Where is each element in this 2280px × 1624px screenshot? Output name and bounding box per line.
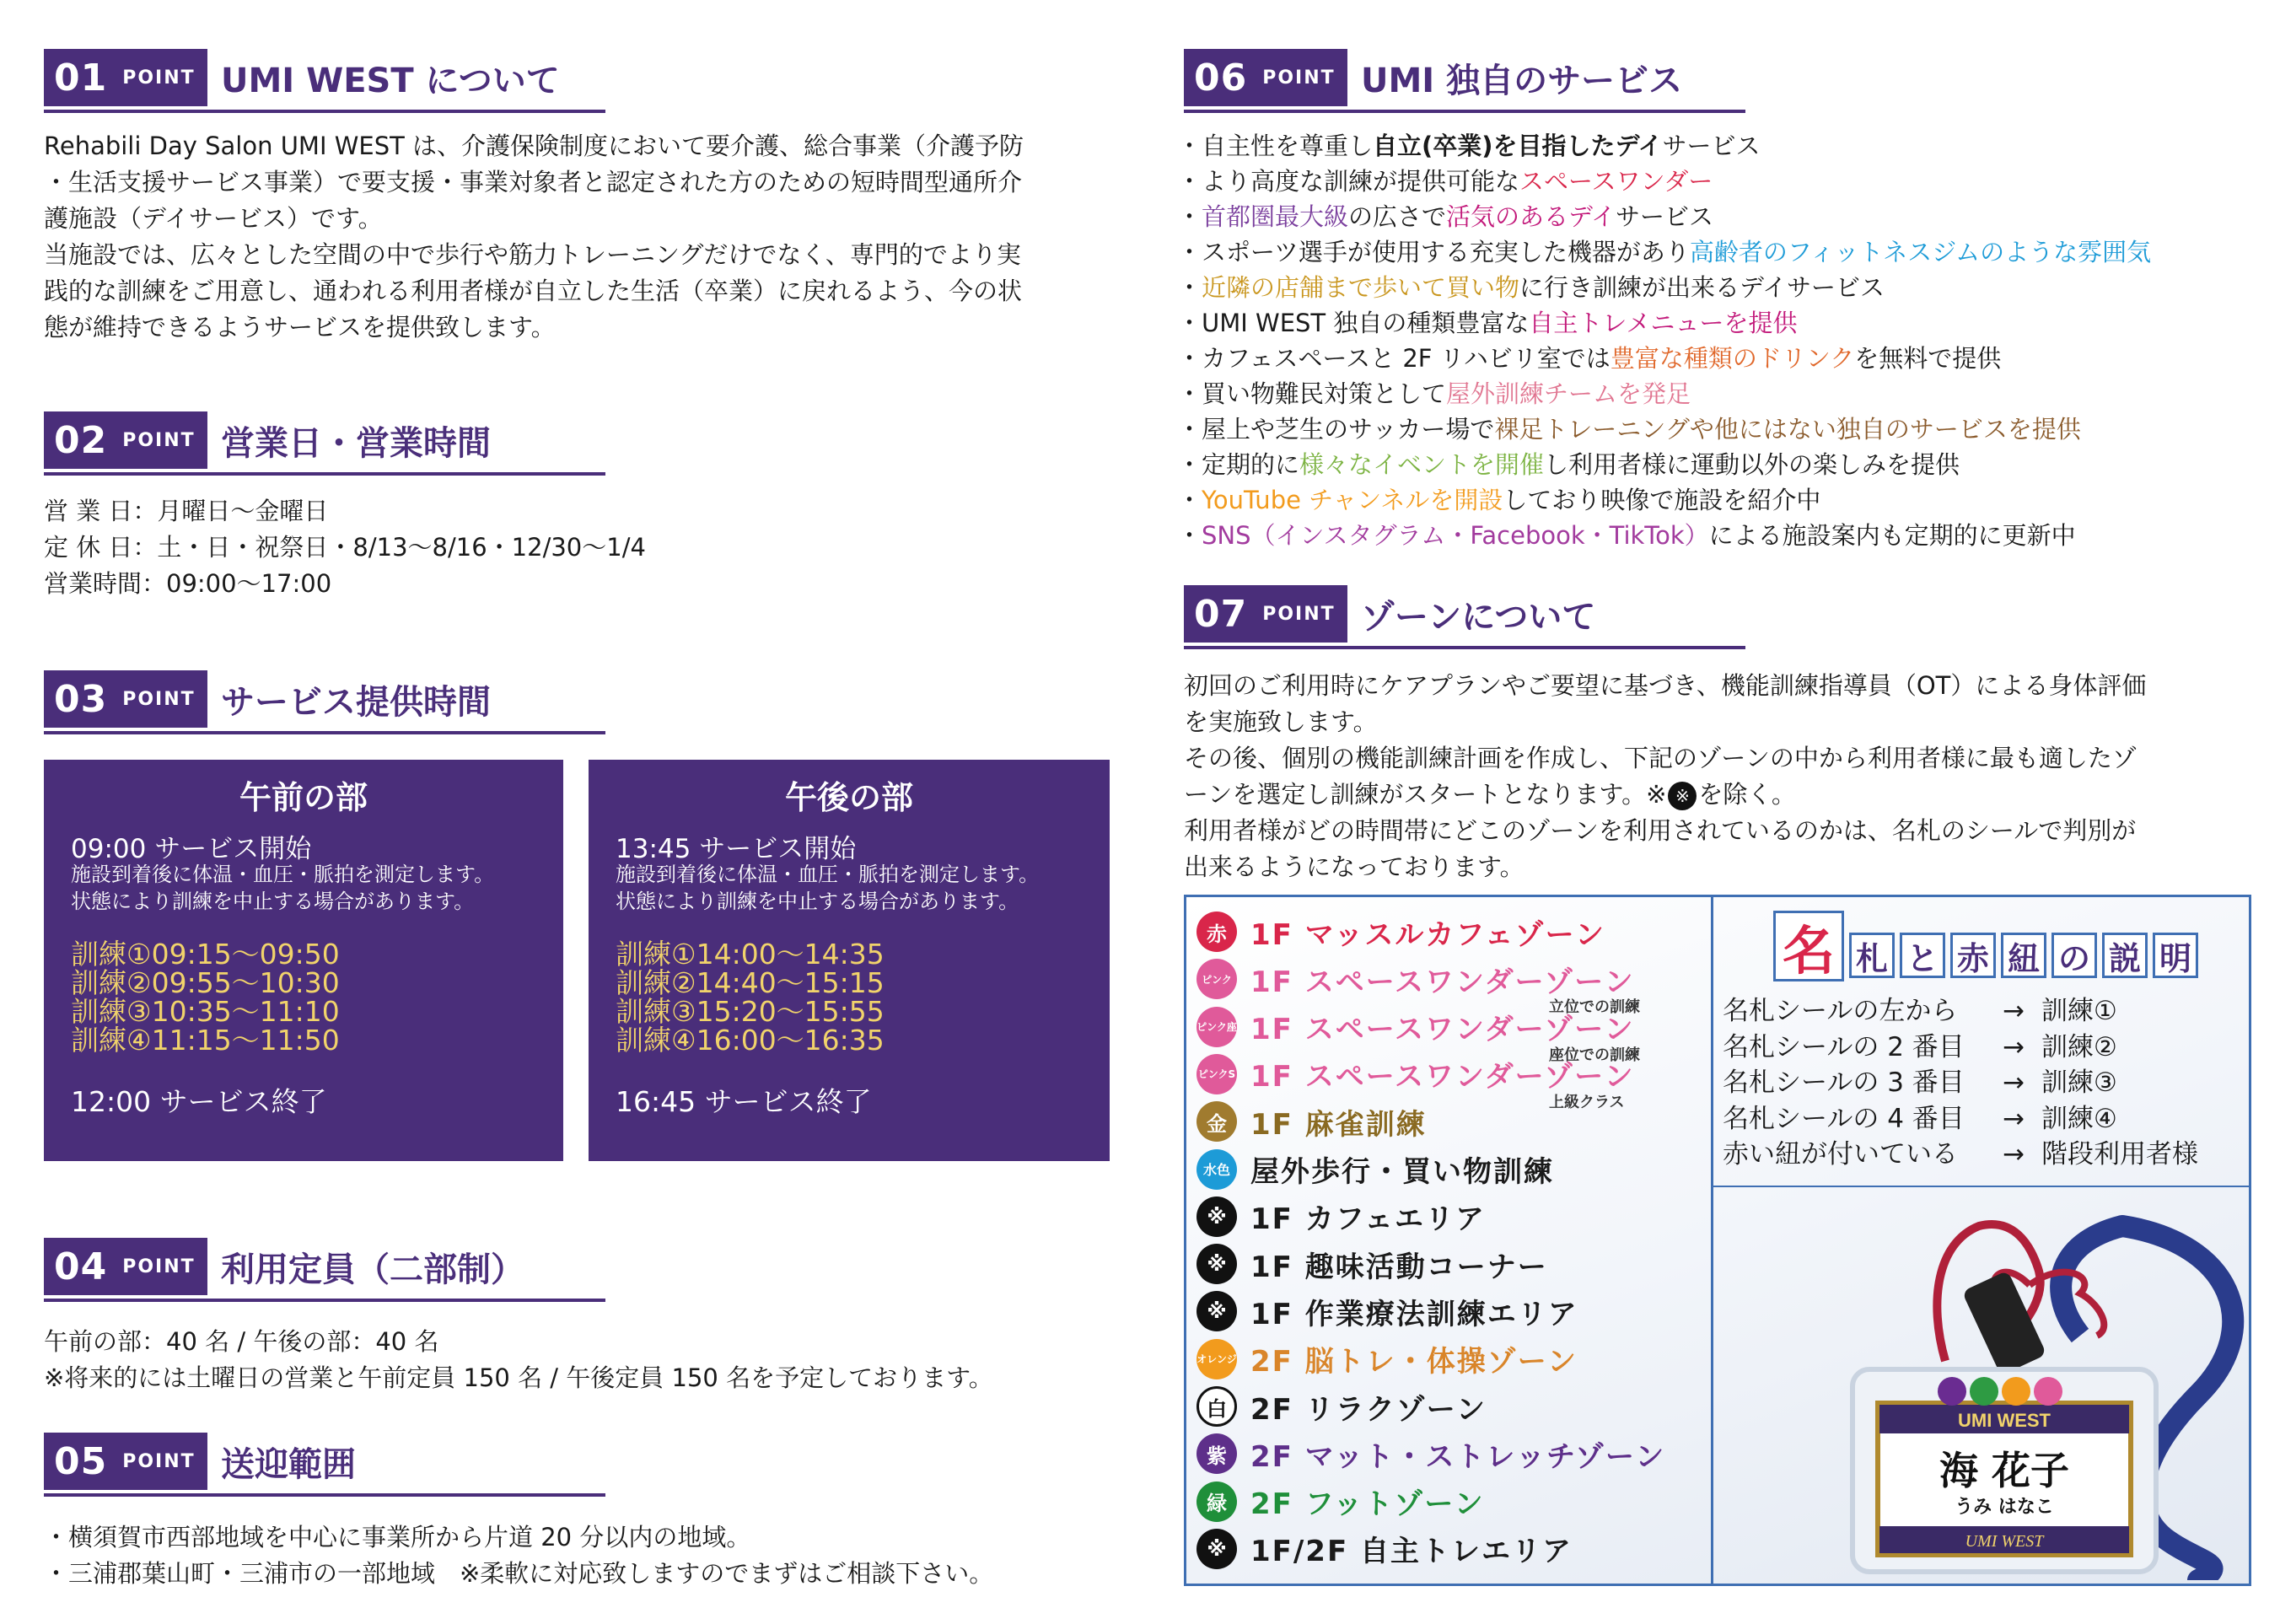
legend-value: 訓練④ — [2041, 1103, 2117, 1134]
legend-arrow: → — [2003, 1103, 2025, 1134]
zone-item — [1196, 1528, 1573, 1570]
sticker-3 — [2002, 1377, 2030, 1406]
panel-divider — [1711, 897, 1713, 1584]
section-07-header — [1184, 580, 1745, 649]
box-title: 午前の部 — [239, 779, 368, 816]
service-list-item: ・カフェスペースと 2F リハビリ室では豊富な種類のドリンクを無料で提供 — [1177, 344, 2002, 373]
zone-label: 2F マット・ストレッチゾーン — [1250, 1439, 1666, 1474]
unique-services-list — [1177, 128, 2151, 553]
title-char: 札 — [1849, 933, 1895, 978]
section-05-body: ・横須賀市西部地域を中心に事業所から片道 20 分以内の地域。 ・三浦郡葉山町・三浦市の一部地域 ※柔軟に対応致しますのでまずはご相談下さい。 — [44, 1523, 994, 1588]
zone-label: 1F スペースワンダーゾーン — [1250, 965, 1635, 999]
service-list-item: ・スポーツ選手が使用する充実した機器があり高齢者のフィットネスジムのような雰囲気 — [1177, 238, 2152, 266]
title-char: 説 — [2102, 933, 2148, 978]
training-times: 訓練①09:15〜09:50 訓練②09:55〜10:30 訓練③10:35〜11:10 訓練④11:15〜11:50 — [71, 938, 340, 1057]
service-list-item: ・近隣の店舗まで歩いて買い物に行き訓練が出来るデイサービス — [1177, 273, 1885, 302]
service-list-item: ・定期的に様々なイベントを開催し利用者様に運動以外の楽しみを提供 — [1177, 450, 1960, 479]
zone-item — [1196, 958, 1635, 1000]
zone-color-dot: 金 — [1196, 1101, 1237, 1142]
section-badge: 05 POINT — [44, 1433, 207, 1490]
zone-color-dot: ※ — [1196, 1196, 1237, 1237]
card-brand: UMI WEST — [1958, 1410, 2051, 1431]
legend-key: 赤い紐が付いている — [1723, 1139, 1958, 1170]
zone-label: 2F リラクゾーン — [1250, 1392, 1487, 1427]
section-title: UMI 独自のサービス — [1361, 62, 1683, 100]
title-char: と — [1900, 933, 1945, 978]
service-list-item: ・より高度な訓練が提供可能なスペースワンダー — [1177, 167, 1713, 196]
service-list-item: ・買い物難民対策として屋外訓練チームを発足 — [1177, 379, 1691, 408]
section-05-header — [44, 1428, 605, 1497]
legend-arrow: → — [2003, 996, 2025, 1026]
zone-label: 1F スペースワンダーゾーン — [1250, 1013, 1635, 1047]
zone-sublabel: 上級クラス — [1549, 1093, 1625, 1111]
section-badge: 07 POINT — [1184, 585, 1347, 643]
sticker-4 — [2034, 1377, 2062, 1406]
section-03-header — [44, 665, 605, 734]
section-04-header — [44, 1233, 605, 1302]
section-badge: 02 POINT — [44, 411, 207, 469]
zone-label: 1F 趣味活動コーナー — [1250, 1250, 1548, 1284]
name-tag-illustration — [1726, 1192, 2249, 1580]
zone-color-dot: ピンクS — [1196, 1054, 1237, 1094]
section-badge: 03 POINT — [44, 670, 207, 728]
service-start: 09:00 サービス開始 — [71, 834, 312, 864]
zone-label: 1F/2F 自主トレエリア — [1250, 1535, 1573, 1569]
zone-item — [1196, 1053, 1635, 1095]
note: 状態により訓練を中止する場合があります。 — [71, 890, 475, 913]
section-title: UMI WEST について — [221, 62, 560, 100]
zone-label: 屋外歩行・買い物訓練 — [1250, 1155, 1554, 1189]
card-kana: うみ はなこ — [1955, 1497, 2054, 1518]
zone-color-dot: 緑 — [1196, 1481, 1237, 1522]
legend-value: 訓練③ — [2041, 1067, 2117, 1098]
training-times: 訓練①14:00〜14:35 訓練②14:40〜15:15 訓練③15:20〜15:55 訓練④16:00〜16:35 — [616, 938, 885, 1057]
lanyard-clip — [1962, 1270, 2047, 1375]
zone-item — [1196, 1006, 1635, 1048]
section-title: 営業日・営業時間 — [221, 424, 491, 463]
legend-key: 名札シールの 3 番目 — [1723, 1067, 1965, 1098]
panel-divider — [1713, 1186, 2249, 1187]
lanyard-strap — [2061, 1226, 2122, 1336]
legend-arrow: → — [2003, 1031, 2025, 1062]
service-list-item: ・自主性を尊重し自立(卒業)を目指したデイサービス — [1177, 132, 1761, 160]
legend-key: 名札シールの左から — [1723, 996, 1958, 1026]
legend-key: 名札シールの 4 番目 — [1723, 1103, 1965, 1134]
service-start: 13:45 サービス開始 — [616, 834, 857, 864]
service-end: 12:00 サービス終了 — [71, 1085, 327, 1118]
legend-arrow: → — [2003, 1067, 2025, 1098]
service-end: 16:45 サービス終了 — [616, 1085, 872, 1118]
zone-item — [1196, 1481, 1485, 1523]
service-list-item: ・UMI WEST 独自の種類豊富な自主トレメニューを提供 — [1177, 309, 1798, 337]
service-list-item: ・首都圏最大級の広さで活気のあるデイサービス — [1177, 202, 1714, 231]
section-07-body: 初回のご利用時にケアプランやご要望に基づき、機能訓練指導員（OT）による身体評価 を実施致します。 その後、個別の機能訓練計画を作成し、下記のゾーンの中から利用者様に最も適したゾ ーンを選定し訓練がスタートとなります。※ ※ を除く。 利用者様がどの時間帯にどこのゾーンを利用されているのかは、名札のシールで判別が 出来るようになっております。 — [1184, 671, 2147, 881]
zone-color-dot: 水色 — [1196, 1149, 1237, 1190]
section-04-body: 午前の部：40 名 / 午後の部：40 名 ※将来的には土曜日の営業と午前定員 150 名 / 午後定員 150 名を予定しております。 — [44, 1327, 993, 1392]
zone-label: 1F マッスルカフェゾーン — [1250, 917, 1605, 952]
title-char: 明 — [2153, 933, 2198, 978]
section-title: 利用定員（二部制） — [221, 1250, 524, 1289]
section-01-header — [44, 44, 605, 113]
box-title: 午後の部 — [784, 779, 913, 816]
section-badge: 04 POINT — [44, 1238, 207, 1295]
excluded-mark-icon: ※ — [1668, 782, 1697, 810]
service-list-item: ・屋上や芝生のサッカー場で裸足トレーニングや他にはない独自のサービスを提供 — [1177, 415, 2081, 444]
zone-label: 1F スペースワンダーゾーン — [1250, 1060, 1635, 1094]
afternoon-schedule-box — [589, 760, 1110, 1161]
section-title: 送迎範囲 — [221, 1445, 356, 1484]
note: 状態により訓練を中止する場合があります。 — [616, 890, 1019, 913]
zone-panel — [1184, 895, 2251, 1586]
legend-value: 訓練② — [2041, 1031, 2117, 1062]
section-badge: 06 POINT — [1184, 49, 1347, 106]
legend-value: 階段利用者様 — [2041, 1139, 2198, 1170]
section-title: ゾーンについて — [1361, 598, 1596, 637]
section-06-header — [1184, 44, 1745, 113]
zone-item — [1196, 1148, 1554, 1191]
section-02-header — [44, 406, 605, 476]
zone-item — [1196, 1290, 1578, 1332]
title-char: 紐 — [2001, 933, 2046, 978]
title-char: の — [2051, 933, 2097, 978]
zone-color-dot: 赤 — [1196, 911, 1237, 952]
zone-color-dot: 白 — [1196, 1386, 1237, 1427]
section-01-body: Rehabili Day Salon UMI WEST は、介護保険制度において要介護、総合事業（介護予防 ・生活支援サービス事業）で要支援・事業対象者と認定された方のための短時間型通所介 護施設（デイサービス）です。 当施設では、広々とした空間の中で歩行や筋力トレーニングだけでなく、専門的でより実 践的な訓練をご用意し、通われる利用者様が自立した生活（卒業）に戻れるよう、今の状 態が維持できるようサービスを提供致します。 — [44, 132, 1024, 341]
legend-arrow: → — [2003, 1139, 2025, 1170]
note: 施設到着後に体温・血圧・脈拍を測定します。 — [71, 863, 495, 886]
zone-label: 2F フットゾーン — [1250, 1487, 1485, 1522]
card-footer: UMI WEST — [1965, 1532, 2044, 1551]
zone-color-dot: 紫 — [1196, 1433, 1237, 1474]
morning-schedule-box — [44, 760, 563, 1161]
zone-item — [1196, 1433, 1665, 1475]
zone-label: 1F 麻雀訓練 — [1250, 1107, 1427, 1142]
zone-color-dot: ピンク座 — [1196, 1007, 1237, 1047]
zone-label: 1F カフェエリア — [1250, 1202, 1487, 1237]
zone-color-dot: ※ — [1196, 1291, 1237, 1331]
note: 施設到着後に体温・血圧・脈拍を測定します。 — [616, 863, 1040, 886]
title-char: 赤 — [1950, 933, 1996, 978]
name-tag-title: 名 札 と 赤 紐 の 説 明 — [1773, 911, 2203, 981]
zone-item — [1196, 1196, 1486, 1238]
zone-item — [1196, 1385, 1487, 1428]
zone-sublabel: 立位での訓練 — [1549, 998, 1640, 1017]
zone-item — [1196, 1338, 1578, 1380]
legend-key: 名札シールの 2 番目 — [1723, 1031, 1965, 1062]
service-list-item: ・SNS（インスタグラム・Facebook・TikTok）による施設案内も定期的に更新中 — [1177, 521, 2076, 550]
sticker-1 — [1938, 1377, 1966, 1406]
zone-color-dot: ※ — [1196, 1529, 1237, 1569]
legend-value: 訓練① — [2041, 996, 2117, 1026]
zone-color-dot: オレンジ — [1196, 1339, 1237, 1379]
sticker-2 — [1970, 1377, 1998, 1406]
section-badge: 01 POINT — [44, 49, 207, 106]
zone-item — [1196, 1243, 1548, 1285]
zone-sublabel: 座位での訓練 — [1549, 1046, 1640, 1064]
section-title: サービス提供時間 — [221, 683, 491, 722]
zone-item — [1196, 1100, 1427, 1143]
zone-label: 2F 脳トレ・体操ゾーン — [1250, 1345, 1578, 1379]
zone-color-dot: ピンク — [1196, 959, 1237, 999]
zone-item — [1196, 911, 1605, 953]
card-name: 海 花子 — [1939, 1448, 2070, 1493]
zone-color-dot: ※ — [1196, 1244, 1237, 1284]
zone-label: 1F 作業療法訓練エリア — [1250, 1297, 1578, 1331]
service-list-item: ・YouTube チャンネルを開設しており映像で施設を紹介中 — [1177, 486, 1821, 514]
section-02-body: 営 業 日：月曜日〜金曜日 定 休 日：土・日・祝祭日・8/13〜8/16・12/30〜1/4 営業時間：09:00〜17:00 — [44, 497, 646, 598]
